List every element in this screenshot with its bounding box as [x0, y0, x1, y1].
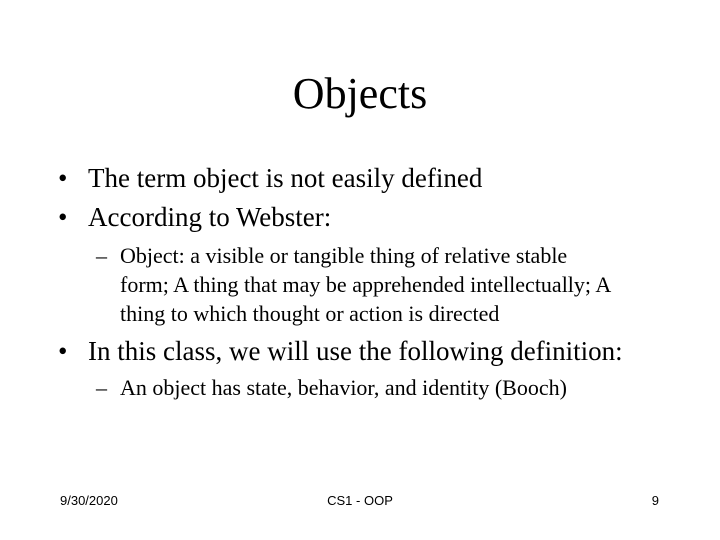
- bullet-item-3: [58, 334, 623, 368]
- footer-course: CS1 - OOP: [327, 493, 393, 508]
- bullet-item-1: [58, 161, 483, 195]
- bullet-dot: •: [58, 202, 68, 232]
- bullet-text: The term object is not easily defined: [88, 163, 483, 193]
- sub-bullet-line: Object: a visible or tangible thing of relative stable: [120, 243, 568, 268]
- sub-bullet-text: An object has state, behavior, and identity (Booch): [120, 375, 567, 400]
- sub-bullet-line: form; A thing that may be apprehended intellectually; A: [120, 272, 612, 297]
- bullet-item-2: [58, 200, 332, 234]
- bullet-text: In this class, we will use the following definition:: [88, 336, 623, 366]
- sub-bullet-definition: [96, 373, 567, 402]
- sub-bullet-webster: [96, 241, 680, 328]
- slide-title: Objects: [292, 69, 428, 118]
- bullet-dot: •: [58, 336, 68, 366]
- sub-bullet-line: thing to which thought or action is directed: [120, 301, 500, 326]
- footer-page-number: 9: [651, 493, 659, 508]
- sub-bullet-dash: –: [96, 375, 107, 400]
- bullet-text: According to Webster:: [88, 202, 332, 232]
- bullet-dot: •: [58, 163, 68, 193]
- footer-date: 9/30/2020: [60, 493, 118, 508]
- sub-bullet-dash: –: [96, 243, 107, 268]
